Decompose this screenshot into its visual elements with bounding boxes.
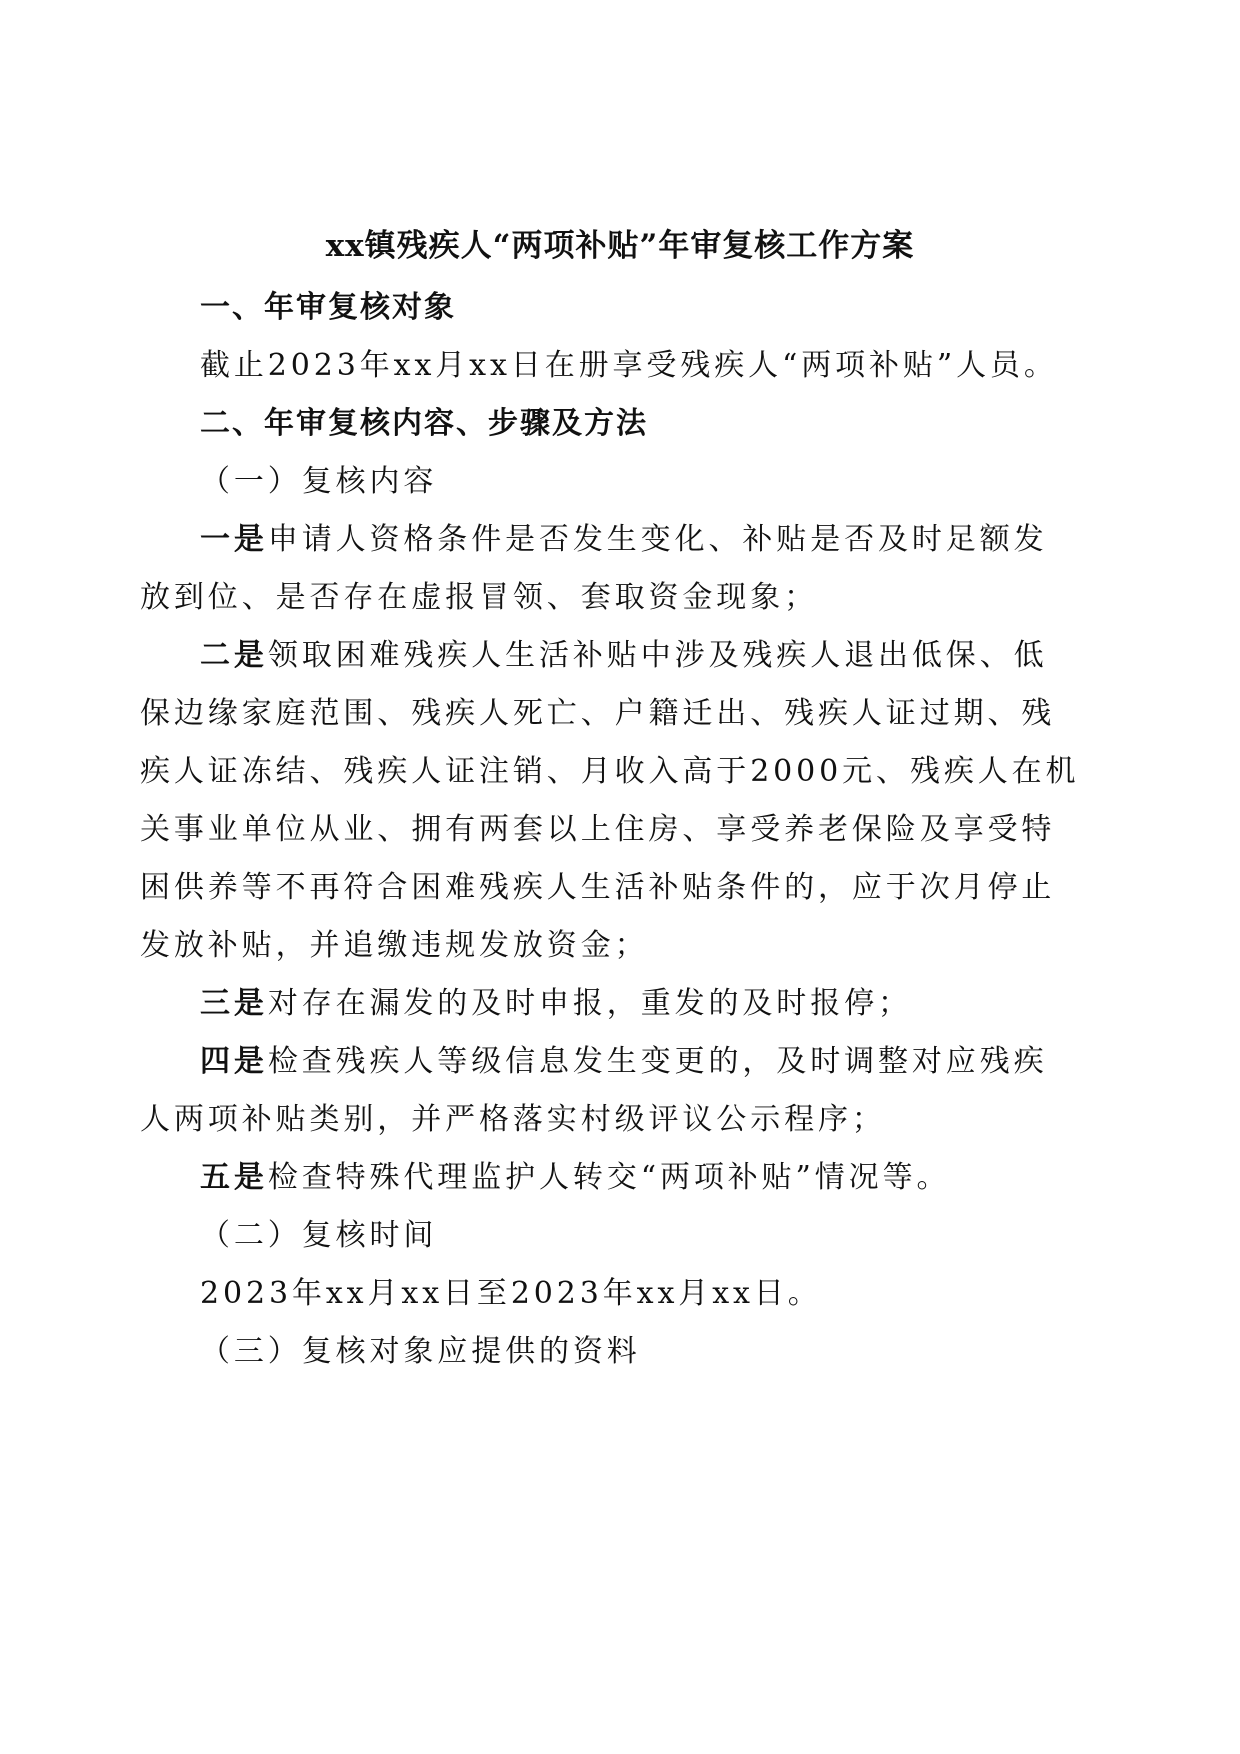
paragraph-3-lead: 三是	[200, 986, 268, 1021]
subsection-1-heading: （一）复核内容	[200, 464, 438, 499]
paragraph-1-lead: 一是	[200, 522, 268, 557]
paragraph-3-line-1	[200, 984, 912, 1024]
paragraph-2-line-6: 发放补贴，并追缴违规发放资金；	[140, 928, 649, 963]
paragraph-2-line-3: 疾人证冻结、残疾人证注销、月收入高于2000元、残疾人在机	[140, 754, 1080, 789]
review-time-text: 2023年xx月xx日至2023年xx月xx日。	[200, 1276, 822, 1311]
section-1-text: 截止2023年xx月xx日在册享受残疾人“两项补贴”人员。	[200, 348, 1058, 383]
paragraph-2-line-2: 保边缘家庭范围、残疾人死亡、户籍迁出、残疾人证过期、残	[140, 696, 1056, 731]
paragraph-2-line-4: 关事业单位从业、拥有两套以上住房、享受养老保险及享受特	[140, 812, 1056, 847]
section-2-heading: 二、年审复核内容、步骤及方法	[200, 406, 648, 441]
paragraph-4-line-1	[200, 1042, 1048, 1082]
paragraph-2-line-5: 困供养等不再符合困难残疾人生活补贴条件的，应于次月停止	[140, 870, 1056, 905]
subsection-3-heading: （三）复核对象应提供的资料	[200, 1334, 641, 1369]
paragraph-1-line-2: 放到位、是否存在虚报冒领、套取资金现象；	[140, 580, 818, 615]
paragraph-4-lead: 四是	[200, 1044, 268, 1079]
paragraph-1-line-1	[200, 520, 1048, 560]
paragraph-4-line-2: 人两项补贴类别，并严格落实村级评议公示程序；	[140, 1102, 886, 1137]
section-1-heading: 一、年审复核对象	[200, 290, 456, 325]
paragraph-5-line-1	[200, 1158, 950, 1198]
paragraph-2-lead: 二是	[200, 638, 268, 673]
paragraph-3-line-1-text: 对存在漏发的及时申报，重发的及时报停；	[267, 986, 912, 1021]
paragraph-4-line-1-text: 检查残疾人等级信息发生变更的，及时调整对应残疾	[267, 1044, 1048, 1079]
paragraph-2-line-1-text: 领取困难残疾人生活补贴中涉及残疾人退出低保、低	[267, 638, 1048, 673]
document-title: xx镇残疾人“两项补贴”年审复核工作方案	[325, 228, 915, 264]
paragraph-2-line-1	[200, 636, 1048, 676]
subsection-2-heading: （二）复核时间	[200, 1218, 438, 1253]
paragraph-5-lead: 五是	[200, 1160, 268, 1195]
paragraph-1-line-1-text: 申请人资格条件是否发生变化、补贴是否及时足额发	[267, 522, 1048, 557]
paragraph-5-line-1-text: 检查特殊代理监护人转交“两项补贴”情况等。	[267, 1160, 951, 1195]
